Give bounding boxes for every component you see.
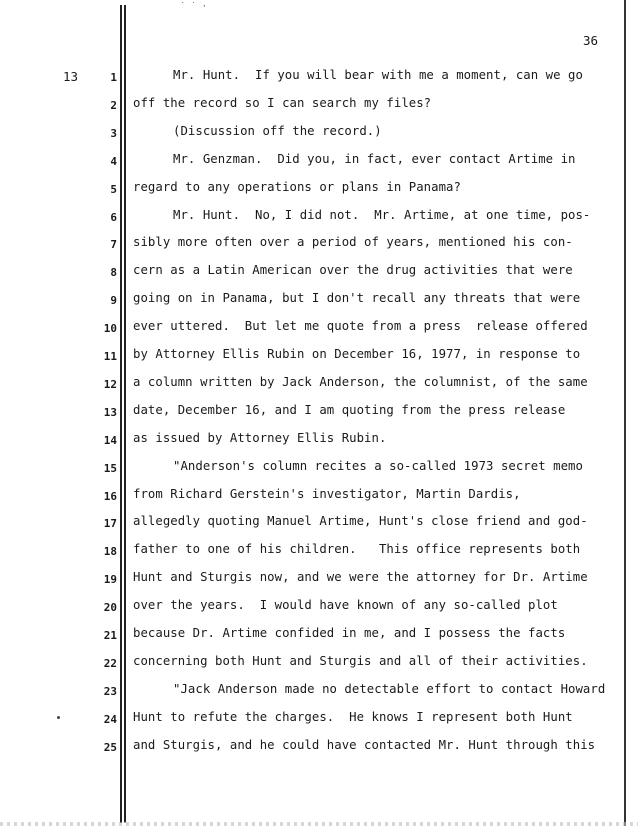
line-number: 8 bbox=[110, 266, 117, 280]
transcript-line: a column written by Jack Anderson, the columnist, of the same bbox=[133, 374, 588, 389]
side-mark: 13 bbox=[63, 69, 79, 84]
transcript-line: "Jack Anderson made no detectable effort to contact Howard bbox=[173, 681, 606, 696]
transcript-line: and Sturgis, and he could have contacted Mr. Hunt through this bbox=[133, 737, 596, 752]
line-number: 2 bbox=[110, 98, 117, 112]
transcript-line: going on in Panama, but I don't recall any threats that were bbox=[133, 291, 581, 306]
line-number: 23 bbox=[103, 684, 117, 698]
page-number: 36 bbox=[583, 33, 599, 48]
transcript-line: date, December 16, and I am quoting from the press release bbox=[133, 402, 566, 417]
line-number: 6 bbox=[110, 210, 117, 224]
line-number: 13 bbox=[103, 405, 117, 419]
line-number: 10 bbox=[103, 322, 117, 336]
line-number: 9 bbox=[110, 294, 117, 308]
left-margin-rule-inner bbox=[124, 5, 126, 823]
scan-dot bbox=[57, 716, 60, 719]
transcript-line: (Discussion off the record.) bbox=[173, 123, 382, 138]
transcript-line: as issued by Attorney Ellis Rubin. bbox=[133, 430, 387, 445]
line-number: 22 bbox=[103, 656, 117, 670]
transcript-line: Mr. Genzman. Did you, in fact, ever contact Artime in bbox=[173, 151, 576, 166]
line-number: 16 bbox=[103, 489, 117, 503]
transcript-line: allegedly quoting Manuel Artime, Hunt's close friend and god- bbox=[133, 514, 588, 529]
transcript-line: ever uttered. But let me quote from a press release offered bbox=[133, 319, 588, 334]
line-number: 7 bbox=[110, 238, 117, 252]
line-number: 5 bbox=[110, 182, 117, 196]
transcript-line: cern as a Latin American over the drug activities that were bbox=[133, 263, 573, 278]
line-number: 17 bbox=[103, 517, 117, 531]
transcript-line: over the years. I would have known of any so-called plot bbox=[133, 598, 558, 613]
line-number: 15 bbox=[103, 461, 117, 475]
line-number: 25 bbox=[103, 740, 117, 754]
transcript-line: regard to any operations or plans in Panama? bbox=[133, 179, 461, 194]
transcript-line: Mr. Hunt. If you will bear with me a moment, can we go bbox=[173, 68, 583, 82]
scan-bottom-edge bbox=[0, 822, 638, 826]
line-number: 21 bbox=[103, 629, 117, 642]
transcript-line: "Anderson's column recites a so-called 1973 secret memo bbox=[173, 458, 583, 473]
line-number: 24 bbox=[103, 712, 117, 726]
left-margin-rule bbox=[120, 5, 122, 823]
transcript-line: sibly more often over a period of years, mentioned his con- bbox=[133, 235, 573, 250]
line-number: 18 bbox=[103, 545, 117, 559]
transcript-line: father to one of his children. This office represents both bbox=[133, 542, 581, 557]
transcript-line: off the record so I can search my files? bbox=[133, 95, 432, 110]
transcript-line: concerning both Hunt and Sturgis and all of their activities. bbox=[133, 653, 588, 668]
transcript-line: by Attorney Ellis Rubin on December 16, 1977, in response to bbox=[133, 347, 581, 361]
line-number: 12 bbox=[103, 377, 117, 391]
right-margin-rule bbox=[624, 0, 626, 826]
line-number: 20 bbox=[103, 601, 117, 615]
line-number: 3 bbox=[110, 126, 117, 140]
line-number: 1 bbox=[110, 71, 117, 84]
transcript-line: Hunt to refute the charges. He knows I represent both Hunt bbox=[133, 709, 573, 724]
line-number: 19 bbox=[103, 573, 117, 587]
transcript-line: from Richard Gerstein's investigator, Martin Dardis, bbox=[133, 486, 521, 501]
transcript-line: Hunt and Sturgis now, and we were the attorney for Dr. Artime bbox=[133, 570, 588, 585]
line-number: 11 bbox=[103, 350, 117, 363]
line-number: 4 bbox=[110, 154, 117, 168]
line-number: 14 bbox=[103, 433, 117, 447]
transcript-line: Mr. Hunt. No, I did not. Mr. Artime, at one time, pos- bbox=[173, 207, 591, 222]
transcript-line: because Dr. Artime confided in me, and I possess the facts bbox=[133, 626, 566, 640]
scan-specks: ˙ ˙ · bbox=[180, 2, 208, 12]
